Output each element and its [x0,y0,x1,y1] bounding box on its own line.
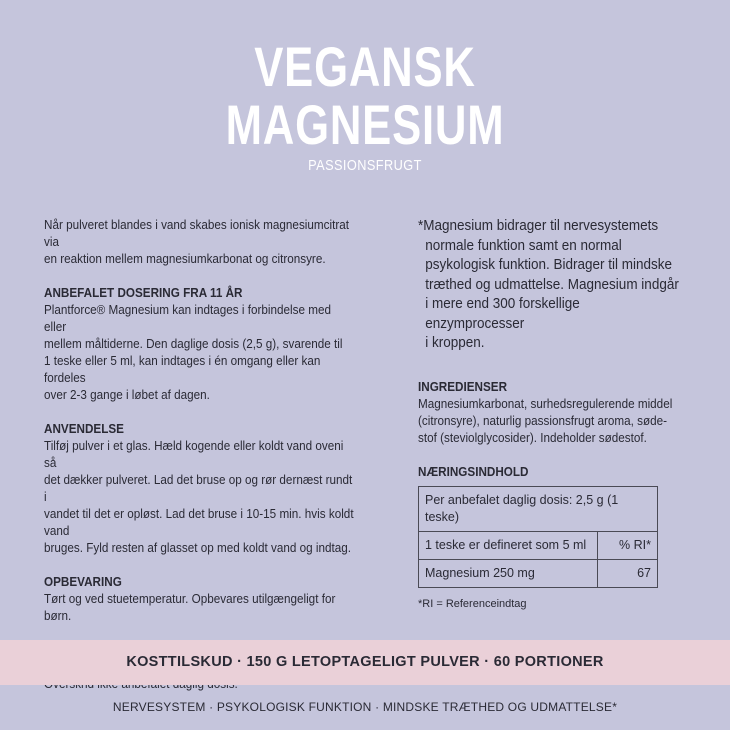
table-cell: % RI* [598,531,658,559]
title-line-1: VEGANSK [254,35,476,98]
claim-line: i mere end 300 forskellige enzymprocesser [425,295,580,332]
ingredients-line: (citronsyre), naturlig passionsfrugt aroma, søde- [418,412,668,428]
table-cell: 1 teske er defineret som 5 ml [419,531,598,559]
usage-line: vandet til det er opløst. Lad det bruse i 10-15 min. hvis koldt vand [44,506,354,538]
table-row [419,486,658,531]
table-cell: Per anbefalet daglig dosis: 2,5 g (1 teske) [419,486,658,531]
dosage-heading: ANBEFALET DOSERING FRA 11 ÅR [44,285,243,300]
dosage-line: 1 teske eller 5 ml, kan indtages i én omgang eller kan fordeles [44,353,321,385]
usage-line: Tilføj pulver i et glas. Hæld kogende eller koldt vand oveni så [44,438,344,470]
claim-line: i kroppen. [425,334,485,351]
table-cell: 67 [598,559,658,587]
dosage-section [44,284,390,403]
left-column [44,216,390,709]
usage-line: det dækker pulveret. Lad det bruse op og rør dernæst rundt i [44,472,353,504]
nutrition-heading: NÆRINGSINDHOLD [418,463,529,479]
table-cell: Magnesium 250 mg [419,559,598,587]
usage-heading: ANVENDELSE [44,421,124,436]
product-info-band [0,640,730,685]
title-line-2: MAGNESIUM [225,93,505,156]
intro-text [44,216,390,267]
claim-line: psykologisk funktion. Bidrager til mindske [425,256,673,273]
table-row [419,559,658,587]
benefits-text: NERVESYSTEM · PSYKOLOGISK FUNKTION · MINDSKE TRÆTHED OG UDMATTELSE* [112,700,618,714]
dosage-line: Plantforce® Magnesium kan indtages i forbindelse med eller [44,302,331,334]
table-row [419,531,658,559]
usage-section [44,420,390,556]
storage-section [44,573,390,624]
ri-note: *RI = Referenceindtag [418,597,527,610]
intro-line: Når pulveret blandes i vand skabes ionisk magnesiumcitrat via [44,217,350,249]
claim-line: *Magnesium bidrager til nervesystemets [418,217,659,234]
benefits-band [0,685,730,730]
health-claim [418,216,708,353]
product-info-text: KOSTTILSKUD · 150 G LETOPTAGELIGT PULVER · 60 PORTIONER [126,654,604,670]
claim-line: træthed og udmattelse. Magnesium indgår [425,275,679,293]
ingredients-section [418,378,708,446]
nutrition-section [418,463,708,613]
intro-line: en reaktion mellem magnesiumkarbonat og citronsyre. [44,251,326,266]
usage-line: bruges. Fyld resten af glasset op med koldt vand og indtag. [44,540,351,555]
ingredients-heading: INGREDIENSER [418,378,508,394]
product-title [0,35,730,156]
claim-line: normale funktion samt en normal [425,236,622,254]
storage-line: Tørt og ved stuetemperatur. Opbevares utilgængeligt for børn. [44,591,336,623]
right-column [418,216,708,613]
ingredients-line: Magnesiumkarbonat, surhedsregulerende middel [418,395,673,411]
storage-heading: OPBEVARING [44,574,122,589]
flavor-subtitle: PASSIONSFRUGT [308,157,422,174]
dosage-line: over 2-3 gange i løbet af dagen. [44,387,210,402]
nutrition-table [418,486,658,588]
ingredients-line: stof (steviolglycosider). Indeholder sødestof. [418,429,647,445]
dosage-line: mellem måltiderne. Den daglige dosis (2,5 g), svarende til [44,336,343,351]
